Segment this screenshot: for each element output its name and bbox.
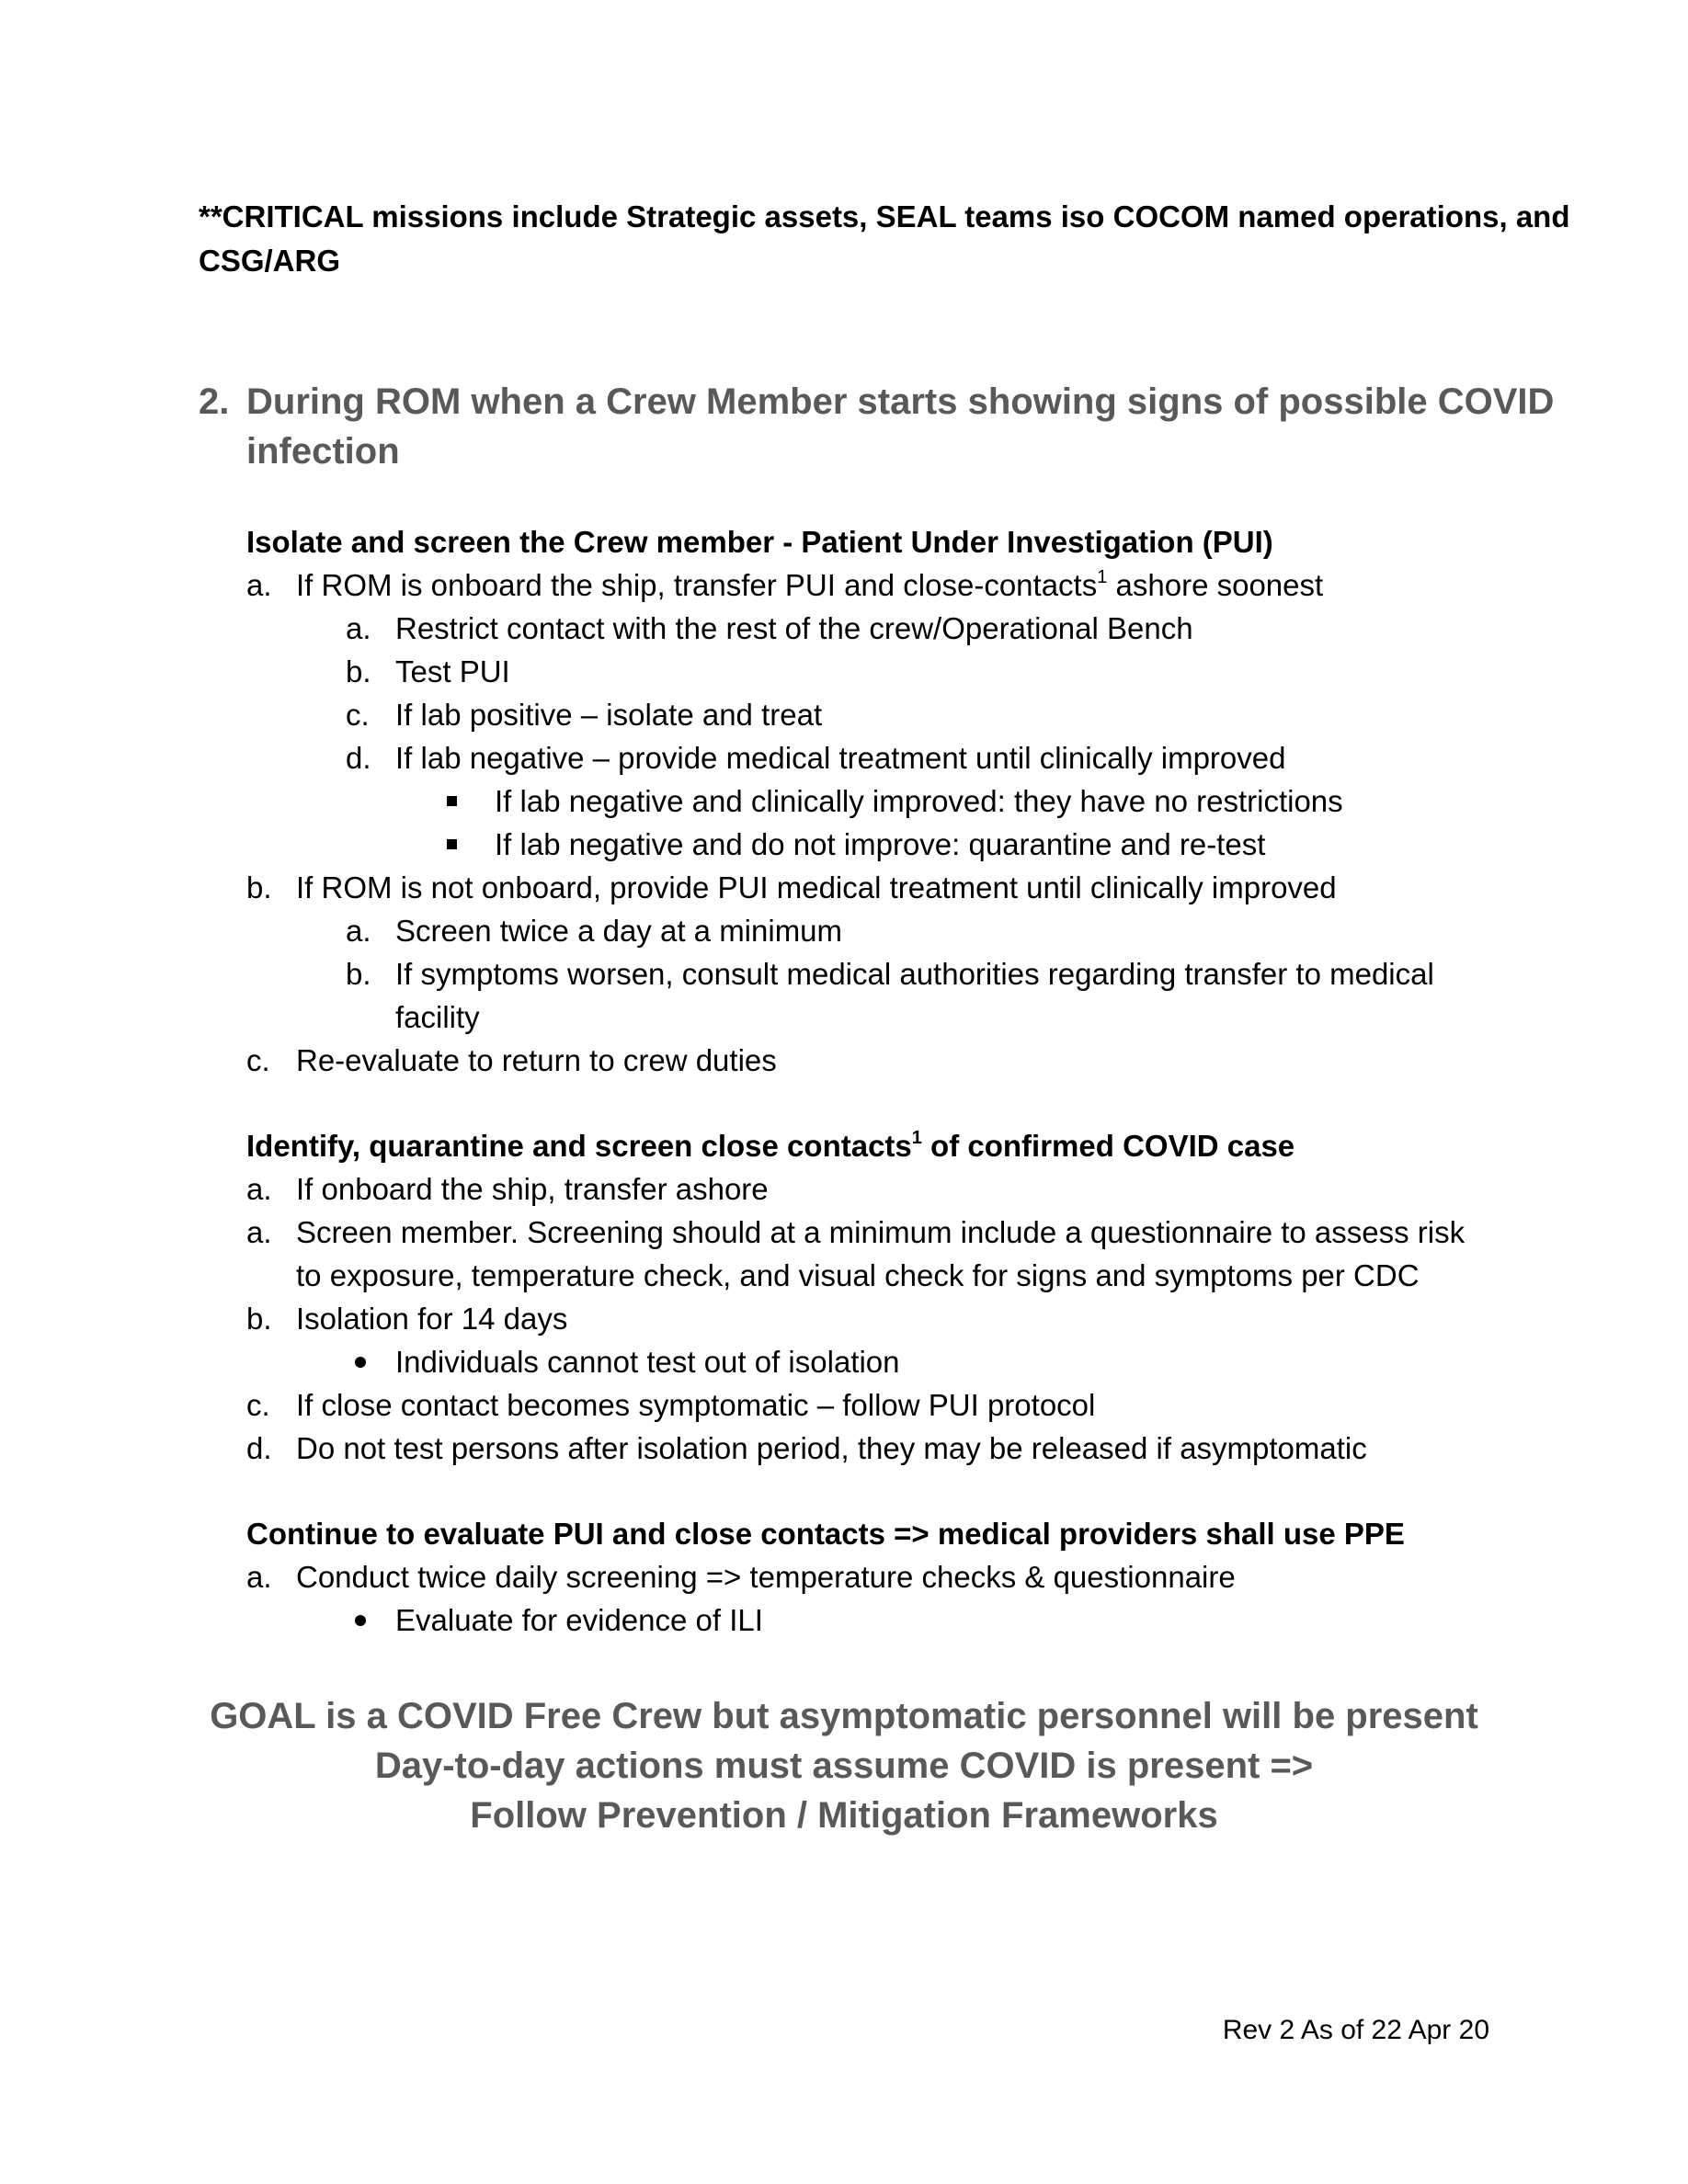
list-marker: c. [246,1043,270,1077]
contacts-heading-text: Identify, quarantine and screen close contacts [246,1129,912,1163]
isolate-subitem-continued: facility [395,1000,480,1034]
bullet-dot-icon [355,1357,366,1368]
contacts-item: Screen member. Screening should at a minimum include a questionnaire to assess risk [296,1215,1466,1249]
list-marker: b. [246,870,272,904]
section-number: 2. [199,381,230,422]
list-marker: a. [246,1172,272,1206]
contacts-item: If close contact becomes symptomatic – follow PUI protocol [296,1388,1096,1422]
isolate-subitem: Screen twice a day at a minimum [395,914,843,948]
list-marker: a. [246,1215,272,1249]
contacts-item: If onboard the ship, transfer ashore [296,1172,769,1206]
isolate-heading: Isolate and screen the Crew member - Patient Under Investigation (PUI) [246,525,1273,559]
isolate-item-a-text-end: ashore soonest [1107,568,1324,602]
section-title-line2: infection [246,431,400,472]
contacts-item-continued: to exposure, temperature check, and visual check for signs and symptoms per CDC [296,1258,1420,1292]
list-marker: a. [246,568,272,602]
list-marker: a. [246,1560,272,1594]
footnote-ref: 1 [1097,567,1108,587]
isolate-subitem: If symptoms worsen, consult medical authorities regarding transfer to medical [395,957,1434,991]
goal-line1: GOAL is a COVID Free Crew but asymptomatic personnel will be present [210,1696,1478,1736]
list-marker: d. [246,1431,272,1465]
evaluate-bullet: Evaluate for evidence of ILI [395,1603,763,1637]
isolate-item-b: If ROM is not onboard, provide PUI medical treatment until clinically improved [296,870,1337,904]
contacts-item: Isolation for 14 days [296,1302,568,1336]
isolate-subitem: If lab positive – isolate and treat [395,698,823,732]
lab-negative-bullet: If lab negative and clinically improved: they have no restrictions [495,784,1343,818]
list-marker: c. [246,1388,270,1422]
contacts-item: Do not test persons after isolation period, they may be released if asymptomatic [296,1431,1367,1465]
list-marker: a. [346,914,371,948]
isolate-item-c: Re-evaluate to return to crew duties [296,1043,777,1077]
square-bullet-icon [447,839,457,849]
lab-negative-bullet: If lab negative and do not improve: quarantine and re-test [495,827,1266,861]
contacts-heading-text-end: of confirmed COVID case [921,1129,1295,1163]
evaluate-item: Conduct twice daily screening => temperature checks & questionnaire [296,1560,1236,1594]
isolation-bullet: Individuals cannot test out of isolation [395,1345,900,1379]
critical-note-line2: CSG/ARG [199,244,341,278]
list-marker: c. [346,698,370,732]
isolate-subitem: Test PUI [395,654,510,688]
isolate-item-a-text: If ROM is onboard the ship, transfer PUI and close-contacts [296,568,1098,602]
list-marker: a. [346,611,371,645]
critical-note-line1: **CRITICAL missions include Strategic assets, SEAL teams iso COCOM named operations, and [199,199,1570,233]
isolate-subitem: If lab negative – provide medical treatment until clinically improved [395,741,1286,775]
list-marker: b. [346,654,371,688]
goal-line3: Follow Prevention / Mitigation Frameworks [470,1795,1218,1836]
list-marker: b. [246,1302,272,1336]
section-title-line1: During ROM when a Crew Member starts showing signs of possible COVID [246,381,1555,422]
contacts-heading [246,1125,1295,1167]
list-marker: d. [346,741,371,775]
footnote-ref: 1 [911,1128,922,1148]
square-bullet-icon [447,796,457,806]
revision-footer: Rev 2 As of 22 Apr 20 [1222,2015,1489,2045]
isolate-item-a [296,564,1323,607]
evaluate-heading: Continue to evaluate PUI and close contacts => medical providers shall use PPE [246,1517,1405,1551]
goal-line2: Day-to-day actions must assume COVID is present => [374,1746,1314,1786]
bullet-dot-icon [355,1615,366,1626]
isolate-subitem: Restrict contact with the rest of the crew/Operational Bench [395,611,1193,645]
list-marker: b. [346,957,371,991]
